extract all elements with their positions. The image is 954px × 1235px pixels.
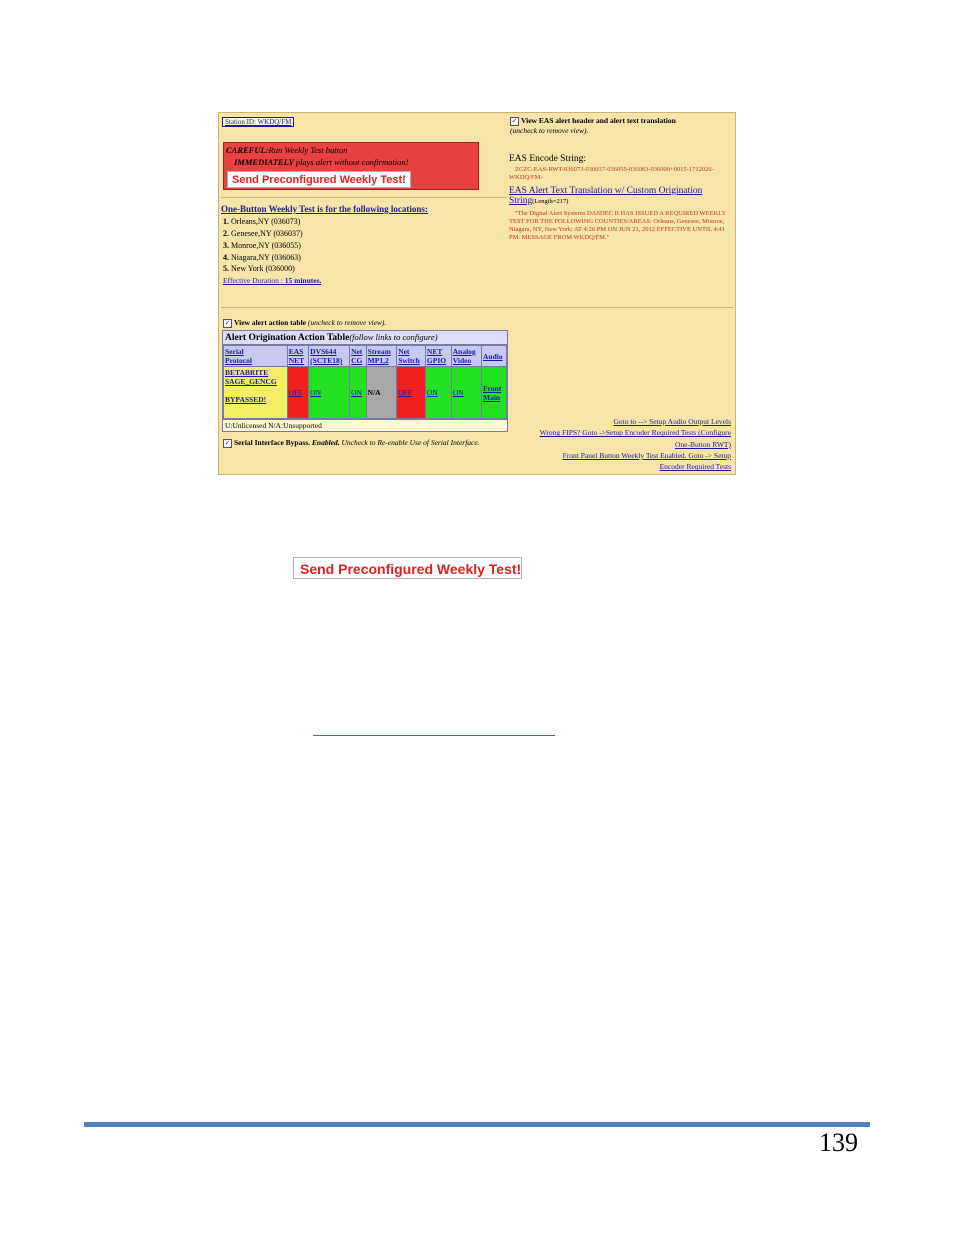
location-name: Genesee,NY (036037) [231, 229, 303, 238]
location-name: Niagara,NY (036063) [231, 253, 301, 262]
location-item [223, 241, 301, 250]
stream-cell: N/A [366, 367, 397, 419]
translation-heading [509, 186, 731, 206]
location-name: Orleans,NY (036073) [231, 217, 301, 226]
analog-video-cell[interactable]: ON [451, 367, 481, 419]
view-eas-checkbox[interactable]: ✓ [511, 116, 518, 125]
view-eas-toggle [510, 116, 730, 135]
wrong-fips-link[interactable]: Wrong FIPS? Goto ->Setup Encoder Required Tests (Configure [539, 428, 731, 438]
translation-length: (Length=217) [532, 198, 569, 205]
right-links [540, 416, 731, 472]
view-action-note: (uncheck to remove view). [307, 318, 387, 327]
audio-output-levels-link[interactable]: Goto to --> Setup Audio Output Levels [613, 417, 731, 426]
table-header-row [224, 346, 507, 367]
view-action-checkbox[interactable]: ✓ [224, 318, 231, 327]
location-num: 4. [223, 253, 229, 262]
header-audio[interactable]: Audio [482, 346, 507, 367]
serial-bypass-bold: Serial Interface Bypass. [234, 438, 311, 447]
send-weekly-test-button-image[interactable]: Send Preconfigured Weekly Test! [293, 557, 522, 579]
eas-net-cell[interactable]: OFF [287, 367, 308, 419]
header-analog-video[interactable]: Analog Video [451, 346, 481, 367]
location-name: Monroe,NY (036055) [231, 241, 301, 250]
header-serial-protocol[interactable]: Serial Protocol [224, 346, 288, 367]
location-name: New York (036000) [231, 264, 295, 273]
table-row [224, 367, 507, 419]
header-net-cg[interactable]: Net CG [350, 346, 367, 367]
front-panel-link[interactable]: Front Panel Button Weekly Test Enabled. Goto -> Setup [562, 450, 731, 460]
page-number: 139 [819, 1128, 858, 1157]
careful-warning-box [223, 142, 479, 190]
divider [221, 307, 733, 308]
encoder-required-tests-link[interactable]: Encoder Required Tests [659, 462, 731, 472]
dvs644-cell[interactable]: ON [309, 367, 350, 419]
serial-bypass-checkbox[interactable]: ✓ [224, 438, 231, 447]
careful-line2-rest: plays alert without confirmation! [293, 157, 409, 167]
action-table-title-text: Alert Origination Action Table [225, 333, 350, 343]
eas-encode-label: EAS Encode String: [509, 154, 587, 164]
station-id-link[interactable]: Station ID: WKDQ/FM [222, 117, 294, 127]
careful-line-2 [234, 157, 408, 167]
eas-encode-string: ZCZC-EAS-RWT-036073-036037-036055-036063-036000+0015-1712026-WKDQ/FM- [509, 166, 714, 181]
header-dvs644[interactable]: DVS644 (SCTE18) [309, 346, 350, 367]
net-gpio-cell[interactable]: ON [425, 367, 451, 419]
location-item [223, 253, 301, 262]
effective-duration-link[interactable] [223, 276, 321, 285]
eas-screenshot [218, 112, 736, 475]
serial-protocol-cell[interactable]: BETABRITE SAGE_GENCG BYPASSED! [224, 367, 288, 419]
careful-line1-rest: Run Weekly Test button [268, 145, 348, 155]
action-table-title-note: (follow links to configure) [349, 332, 438, 342]
serial-bypass-toggle [223, 437, 493, 448]
effective-duration-label: Effective Duration : [223, 276, 285, 285]
location-item [223, 264, 295, 273]
location-num: 3. [223, 241, 229, 250]
view-eas-note: (uncheck to remove view). [510, 125, 589, 135]
location-num: 1. [223, 217, 229, 226]
locations-title-link[interactable]: One-Button Weekly Test is for the following locations: [221, 204, 428, 214]
one-button-rwt-link[interactable]: One-Button RWT) [674, 439, 731, 449]
net-cg-cell[interactable]: ON [350, 367, 367, 419]
careful-immediately: IMMEDIATELY [234, 157, 294, 167]
header-stream[interactable]: Stream MP1,2 [366, 346, 397, 367]
action-table-title [223, 331, 507, 345]
translation-link[interactable]: EAS Alert Text Translation w/ Custom Origination String [509, 186, 703, 206]
action-table-box [222, 330, 508, 432]
footer-rule [84, 1122, 870, 1127]
header-net-switch[interactable]: Net Switch [397, 346, 426, 367]
careful-line-1 [226, 145, 347, 155]
serial-bypass-enabled: Enabled. [310, 438, 340, 447]
send-weekly-test-button[interactable]: Send Preconfigured Weekly Test! [227, 171, 411, 188]
underline-rule [313, 735, 555, 736]
location-num: 2. [223, 229, 229, 238]
view-eas-label: View EAS alert header and alert text translation [521, 116, 676, 125]
divider [221, 197, 507, 198]
careful-label: CAREFUL: [226, 145, 269, 155]
view-action-toggle [223, 318, 386, 328]
view-action-label: View alert action table [234, 318, 306, 327]
effective-duration-value: 15 minutes. [284, 276, 322, 285]
location-item [223, 217, 300, 226]
header-net-gpio[interactable]: NET GPIO [425, 346, 451, 367]
audio-cell[interactable]: Front Main [482, 367, 507, 419]
location-item [223, 229, 303, 238]
translation-text: "The Digital Alert Systems DASDEC II HAS ISSUED A REQUIRED WEEKLY TEST FOR THE FOLLOWING COUNTIES/AREAS: Orleans, Genesee, Monroe, Niagara, NY, New York; AT 4:26 PM ON JUN 21, 2012 EFFECTIVE UNTIL 4:41 PM. MESSAGE FROM WKDQ/FM." [509, 210, 727, 241]
action-table [223, 345, 507, 419]
serial-bypass-rest: Uncheck to Re-enable Use of Serial Interface. [339, 438, 480, 447]
net-switch-cell[interactable]: OFF [397, 367, 426, 419]
header-eas-net[interactable]: EAS NET [287, 346, 308, 367]
table-legend: U:Unlicensed N/A:Unsupported [223, 419, 507, 431]
location-num: 5. [223, 264, 229, 273]
